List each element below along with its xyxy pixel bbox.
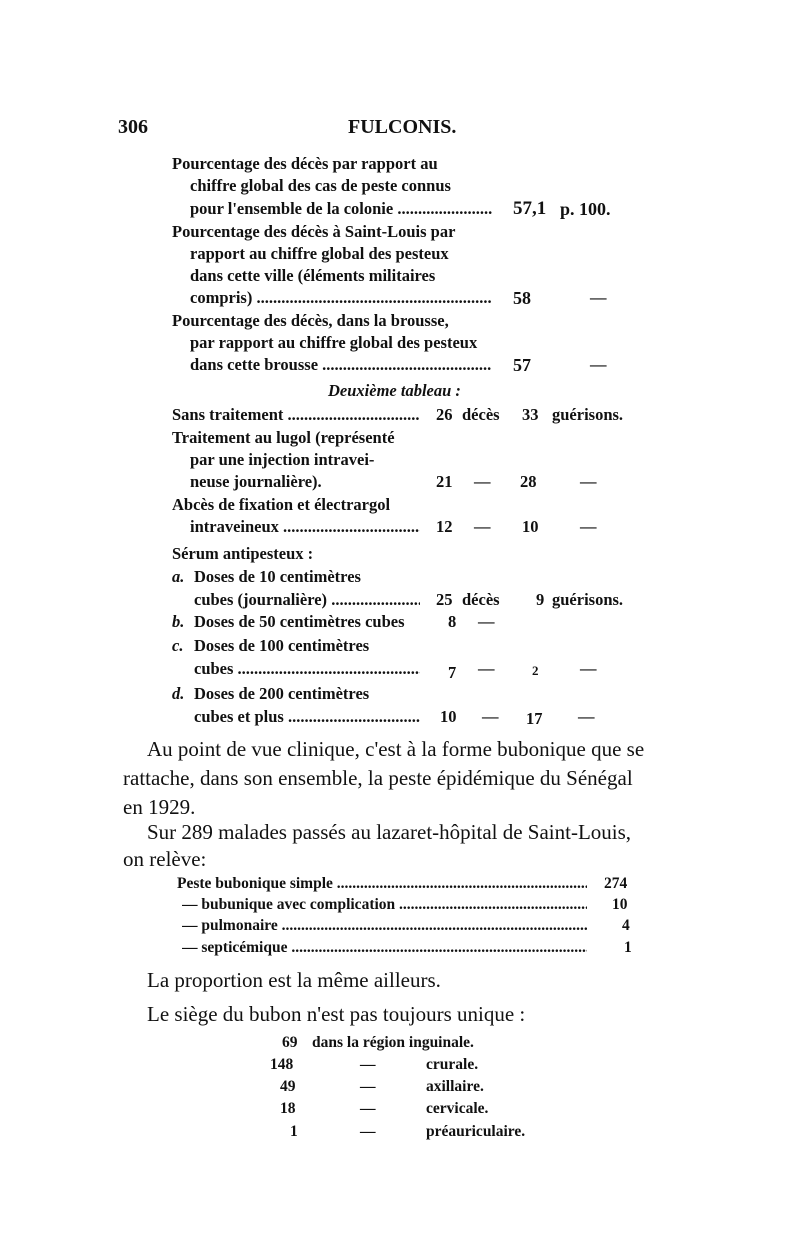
form-2-label: — bubunique avec complication ..... [182,894,587,916]
site-2-dash: — [360,1056,376,1073]
serum-a-cures: 9 [536,590,545,609]
form-3-value: 4 [622,917,630,934]
paragraph-1-line-2: rattache, dans son ensemble, la peste épidémique du Sénégal [123,766,633,790]
paragraph-4: Le siège du bubon n'est pas toujours unique : [147,1002,526,1026]
site-4-count: 18 [280,1100,296,1117]
serum-c-label: cubes ..... [194,658,420,680]
row-2-line-2: par une injection intravei- [190,450,375,469]
site-4-label: cervicale. [426,1100,489,1117]
serum-c-letter: c. [172,636,184,655]
row-1-cures: 33 [522,405,539,424]
row-2-deaths: 21 [436,472,453,491]
serum-b-label: Doses de 50 centimètres cubes [194,612,405,631]
form-4-label: — septicémique ..... [182,937,587,959]
row-3-cures-unit: — [580,517,597,536]
percentage-3-unit: — [590,355,607,374]
serum-c-deaths: 7 [448,663,457,682]
serum-c-cures-unit: — [580,659,597,678]
row-1-label: Sans traitement ..... [172,404,420,426]
serum-c-line-1: Doses de 100 centimètres [194,636,370,655]
percentage-1-line-2: chiffre global des cas de peste connus [190,176,451,195]
serum-b-deaths-unit: — [478,612,495,631]
site-2-count: 148 [270,1056,294,1073]
row-2-cures-unit: — [580,472,597,491]
paragraph-1-line-3: en 1929. [123,795,196,819]
row-2-deaths-unit: — [474,472,491,491]
second-table-title: Deuxième tableau : [328,381,461,400]
site-4-dash: — [360,1100,376,1117]
serum-d-line-1: Doses de 200 centimètres [194,684,370,703]
paragraph-2-line-1: Sur 289 malades passés au lazaret-hôpital de Saint-Louis, [147,820,632,844]
form-1-value: 274 [604,875,628,892]
site-5-dash: — [360,1123,376,1140]
site-1-label: dans la région inguinale. [312,1034,474,1051]
site-3-count: 49 [280,1078,296,1095]
serum-d-deaths: 10 [440,707,457,726]
row-3-deaths-unit: — [474,517,491,536]
percentage-2-line-2: rapport au chiffre global des pesteux [190,244,449,263]
site-5-count: 1 [290,1123,298,1140]
running-title: FULCONIS. [348,116,457,138]
percentage-3-last: dans cette brousse ..... [190,354,492,376]
page-number: 306 [118,116,148,138]
row-2-line-1: Traitement au lugol (représenté [172,428,395,447]
serum-title: Sérum antipesteux : [172,544,314,563]
serum-a-deaths-unit: décès [462,590,500,609]
percentage-3-value: 57 [513,355,531,375]
serum-d-label: cubes et plus ..... [194,706,420,728]
site-1-count: 69 [282,1034,298,1051]
row-3-cures: 10 [522,517,539,536]
row-2-cures: 28 [520,472,537,491]
percentage-2-unit: — [590,288,607,307]
percentage-2-last: compris) ..... [190,287,492,309]
percentage-1-last: pour l'ensemble de la colonie ..... [190,198,492,220]
serum-a-deaths: 25 [436,590,453,609]
serum-a-label: cubes (journalière) ..... [194,589,420,611]
serum-a-letter: a. [172,567,185,586]
site-2-label: crurale. [426,1056,479,1073]
percentage-3-line-2: par rapport au chiffre global des pesteux [190,333,478,352]
percentage-2-line-1: Pourcentage des décès à Saint-Louis par [172,222,456,241]
row-3-line-1: Abcès de fixation et électrargol [172,495,391,514]
serum-a-line-1: Doses de 10 centimètres [194,567,361,586]
serum-c-cures: 2 [532,663,539,678]
row-1-cures-unit: guérisons. [552,405,624,424]
serum-d-letter: d. [172,684,185,703]
serum-d-deaths-unit: — [482,707,499,726]
form-4-value: 1 [624,939,632,956]
row-1-deaths: 26 [436,405,453,424]
row-3-label: intraveineux ..... [190,516,420,538]
serum-b-deaths: 8 [448,612,457,631]
serum-a-cures-unit: guérisons. [552,590,624,609]
percentage-2-line-3: dans cette ville (éléments militaires [190,266,436,285]
row-3-deaths: 12 [436,517,453,536]
row-1-deaths-unit: décès [462,405,500,424]
form-3-label: — pulmonaire ..... [182,915,587,937]
serum-d-cures-unit: — [578,707,595,726]
paragraph-2-line-2: on relève: [123,847,207,871]
percentage-3-line-1: Pourcentage des décès, dans la brousse, [172,311,449,330]
percentage-2-value: 58 [513,288,531,308]
site-3-dash: — [360,1078,376,1095]
row-2-label: neuse journalière). [190,472,322,491]
serum-c-deaths-unit: — [478,659,495,678]
form-2-value: 10 [612,896,628,913]
percentage-1-line-1: Pourcentage des décès par rapport au [172,154,438,173]
percentage-1-value: 57,1 [513,198,547,219]
paragraph-3: La proportion est la même ailleurs. [147,968,441,992]
form-1-label: Peste bubonique simple ..... [177,873,587,895]
site-5-label: préauriculaire. [426,1123,526,1140]
site-3-label: axillaire. [426,1078,484,1095]
serum-d-cures: 17 [526,709,543,728]
paragraph-1-line-1: Au point de vue clinique, c'est à la forme bubonique que se [147,737,645,761]
percentage-1-unit: p. 100. [560,199,611,219]
serum-b-letter: b. [172,612,185,631]
